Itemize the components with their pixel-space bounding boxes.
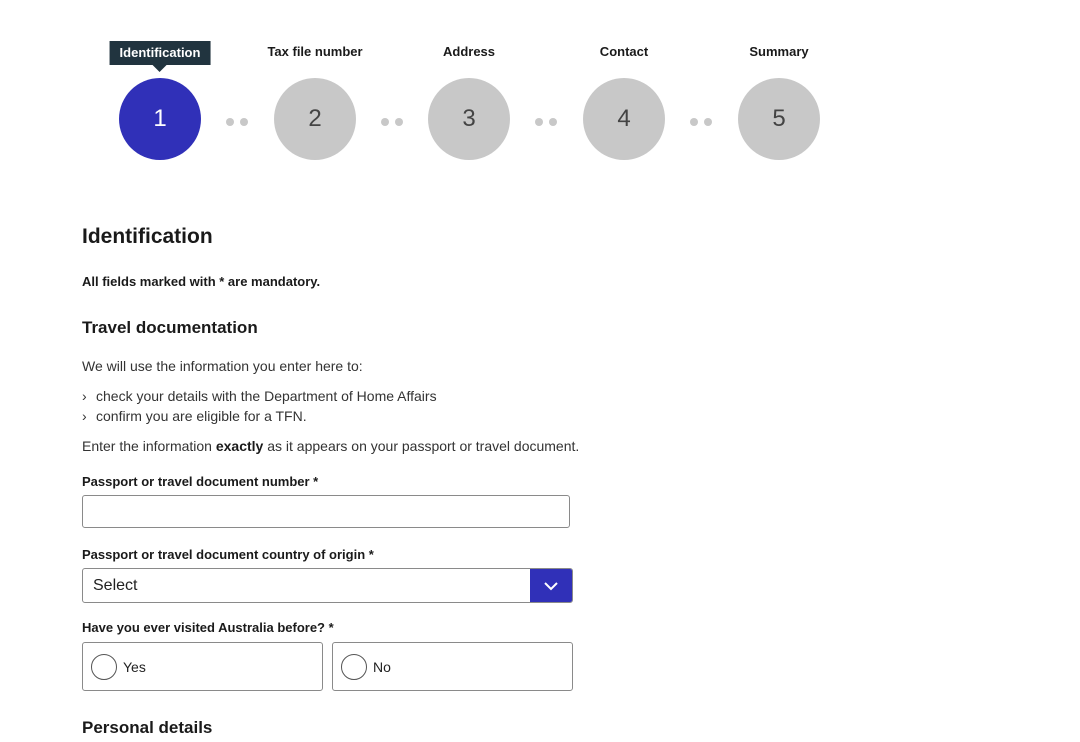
instruction-text-start: Enter the information bbox=[82, 438, 216, 454]
list-item bbox=[82, 406, 437, 426]
step-label-address: Address bbox=[442, 44, 496, 59]
radio-option-yes[interactable] bbox=[82, 642, 323, 691]
country-of-origin-label: Passport or travel document country of origin * bbox=[82, 547, 374, 562]
page-title: Identification bbox=[82, 225, 213, 248]
chevron-right-icon: › bbox=[82, 408, 87, 424]
passport-number-input[interactable] bbox=[82, 495, 570, 528]
instruction-text bbox=[82, 438, 579, 454]
progress-stepper bbox=[0, 0, 1080, 180]
step-circle-3: 3 bbox=[428, 78, 510, 160]
instruction-emphasis: exactly bbox=[215, 438, 264, 454]
radio-button-no[interactable] bbox=[341, 654, 367, 680]
list-item bbox=[82, 386, 437, 406]
radio-button-yes[interactable] bbox=[91, 654, 117, 680]
step-connector-dots bbox=[535, 118, 557, 126]
step-connector-dots bbox=[690, 118, 712, 126]
select-dropdown-button[interactable] bbox=[530, 569, 572, 602]
step-connector-dots bbox=[381, 118, 403, 126]
select-value: Select bbox=[93, 577, 138, 594]
mandatory-note: All fields marked with * are mandatory. bbox=[82, 274, 321, 289]
radio-label-no: No bbox=[373, 659, 391, 675]
step-connector-dots bbox=[226, 118, 248, 126]
passport-number-label: Passport or travel document number * bbox=[82, 474, 319, 489]
step-label-summary: Summary bbox=[749, 44, 809, 59]
step-circle-2: 2 bbox=[274, 78, 356, 160]
step-circle-1: 1 bbox=[119, 78, 201, 160]
visited-before-label: Have you ever visited Australia before? * bbox=[82, 620, 334, 635]
travel-documentation-heading: Travel documentation bbox=[82, 318, 258, 337]
purpose-list bbox=[82, 386, 437, 426]
radio-label-yes: Yes bbox=[123, 659, 146, 675]
country-of-origin-select[interactable] bbox=[82, 568, 573, 603]
chevron-right-icon: › bbox=[82, 388, 87, 404]
list-item-text: check your details with the Department of Home Affairs bbox=[96, 388, 437, 404]
chevron-down-icon bbox=[543, 581, 559, 591]
personal-details-heading: Personal details bbox=[82, 718, 213, 737]
step-label-identification: Identification bbox=[110, 41, 211, 65]
travel-intro-text: We will use the information you enter here to: bbox=[82, 358, 363, 374]
step-circle-4: 4 bbox=[583, 78, 665, 160]
instruction-text-end: as it appears on your passport or travel document. bbox=[263, 438, 580, 454]
step-label-tax-file-number: Tax file number bbox=[267, 44, 363, 59]
step-label-contact: Contact bbox=[599, 44, 649, 59]
radio-option-no[interactable] bbox=[332, 642, 573, 691]
step-circle-5: 5 bbox=[738, 78, 820, 160]
list-item-text: confirm you are eligible for a TFN. bbox=[96, 408, 307, 424]
